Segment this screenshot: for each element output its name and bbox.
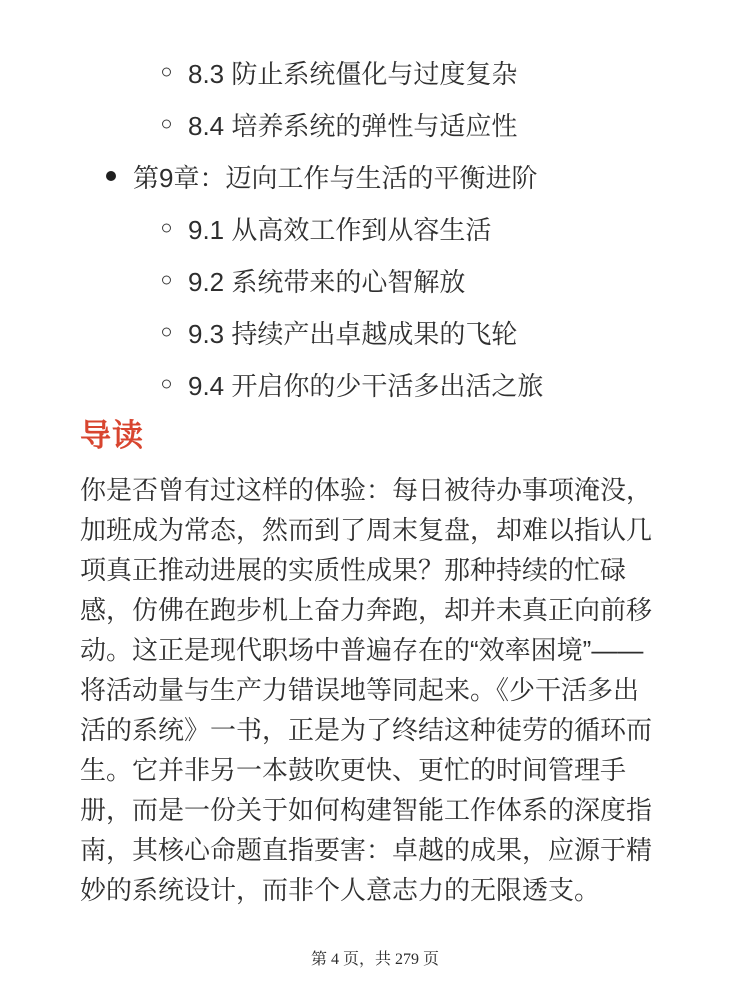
- toc-item: [0, 358, 750, 410]
- circle-bullet-icon: [162, 328, 171, 337]
- toc-item-label: 9.2 系统带来的心智解放: [188, 266, 466, 297]
- circle-bullet-icon: [162, 68, 171, 77]
- toc-item-label: 第9章：迈向工作与生活的平衡进阶: [133, 162, 538, 193]
- toc-item: [0, 254, 750, 306]
- circle-bullet-icon: [162, 224, 171, 233]
- toc-item: [0, 46, 750, 98]
- circle-bullet-icon: [162, 120, 171, 129]
- toc-item-label: 8.4 培养系统的弹性与适应性: [188, 110, 518, 141]
- toc-item-label: 9.4 开启你的少干活多出活之旅: [188, 370, 544, 401]
- toc-item: [0, 98, 750, 150]
- toc-item-label: 9.3 持续产出卓越成果的飞轮: [188, 318, 518, 349]
- intro-paragraph: 你是否曾有过这样的体验：每日被待办事项淹没，加班成为常态，然而到了周末复盘，却难以指认几项真正推动进展的实质性成果？那种持续的忙碌感，仿佛在跑步机上奋力奔跑，却并未真正向前移动。这正是现代职场中普遍存在的“效率困境”——将活动量与生产力错误地等同起来。《少干活多出活的系统》一书，正是为了终结这种徒劳的循环而生。它并非另一本鼓吹更快、更忙的时间管理手册，而是一份关于如何构建智能工作体系的深度指南，其核心命题直指要害：卓越的成果，应源于精妙的系统设计，而非个人意志力的无限透支。: [80, 475, 653, 905]
- toc-item-label: 9.1 从高效工作到从容生活: [188, 214, 492, 245]
- circle-bullet-icon: [162, 380, 171, 389]
- toc-item: [0, 306, 750, 358]
- toc-item-label: 8.3 防止系统僵化与过度复杂: [188, 58, 518, 89]
- disc-bullet-icon: [106, 171, 116, 181]
- table-of-contents: [0, 46, 750, 410]
- toc-item: [0, 202, 750, 254]
- page-number: 第 4 页，共 279 页: [310, 951, 439, 968]
- toc-item-chapter: [0, 150, 750, 202]
- circle-bullet-icon: [162, 276, 171, 285]
- section-heading: 导读: [80, 418, 144, 453]
